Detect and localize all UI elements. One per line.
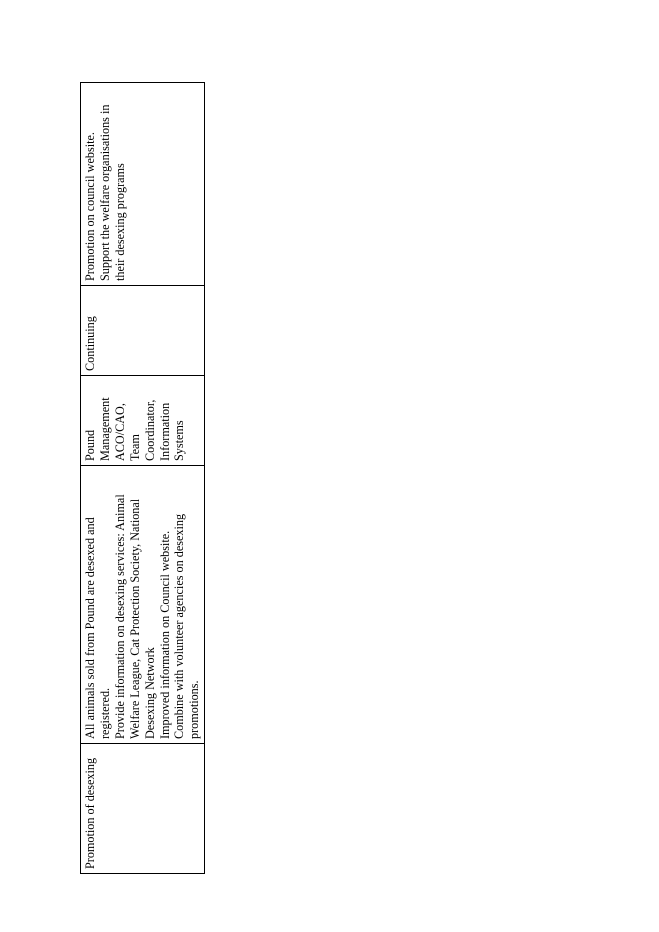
action-item: Combine with volunteer agencies on desexing promotions. [172, 513, 202, 739]
performance-item: Promotion on council website. [83, 132, 97, 281]
performance-cell [81, 83, 205, 286]
action-item: Provide information on desexing services: Animal Welfare League, Cat Protection Society, National Desexing Network [112, 494, 157, 739]
performance-item: Support the welfare organisations in their desexing programs [97, 104, 127, 281]
rotated-table-container [80, 82, 202, 874]
actions-cell [81, 466, 205, 744]
topic-cell: Promotion of desexing [81, 744, 205, 874]
action-item: All animals sold from Pound are desexed and registered. [83, 517, 112, 739]
responsibility-cell: Pound Management ACO/CAO, Team Coordinator, Information Systems [81, 376, 205, 466]
action-item: Improved information on Council website. [157, 530, 172, 739]
table-row [81, 83, 205, 874]
timing-cell: Continuing [81, 286, 205, 376]
desexing-plan-table [80, 82, 205, 874]
